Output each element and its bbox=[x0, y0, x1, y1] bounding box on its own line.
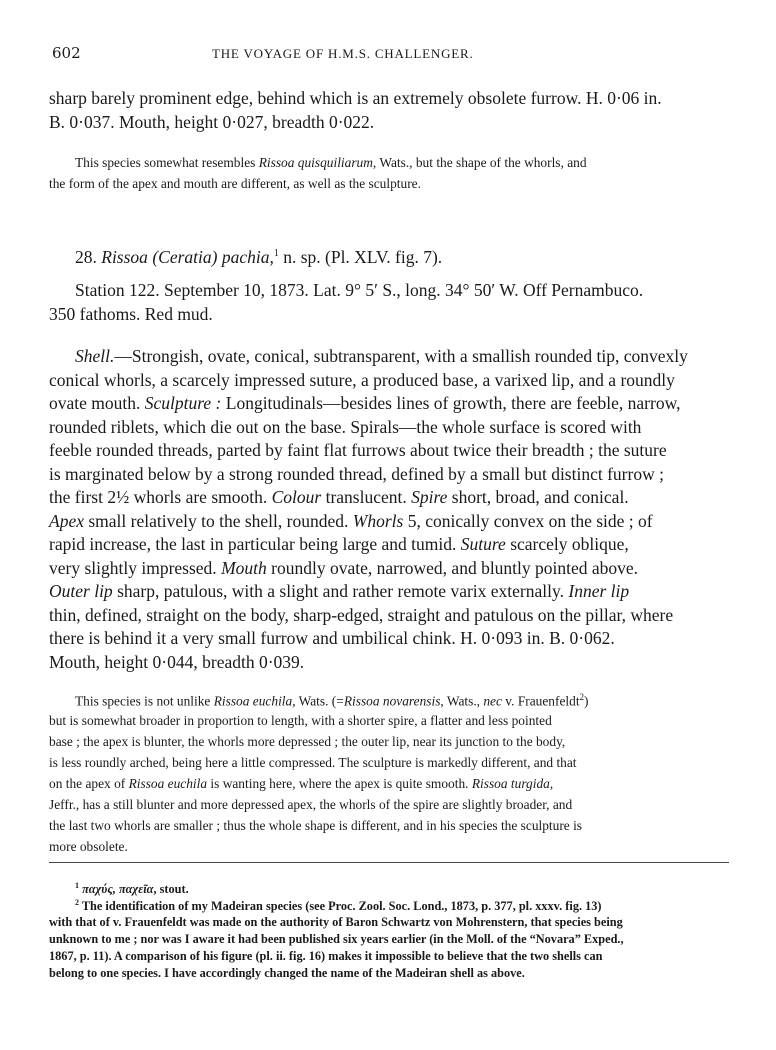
text-line: Station 122. September 10, 1873. Lat. 9° 5′ S., long. 34° 50′ W. Off Pernambuco. bbox=[75, 280, 644, 300]
text-line: base ; the apex is blunter, the whorls more depressed ; the outer lip, near its junction to the body, bbox=[49, 734, 566, 749]
text-line: the form of the apex and mouth are different, as well as the sculpture. bbox=[49, 176, 421, 191]
text-line: feeble rounded threads, parted by faint flat furrows about twice their breadth ; the suture bbox=[49, 440, 667, 460]
text-line: conical whorls, a scarcely impressed suture, a produced base, a varixed lip, and a roundly bbox=[49, 369, 675, 390]
footnote-2: $^2$ The identification of my Madeiran species (see Proc. Zool. Soc. Lond., 1873, p. 377, pl. xxxv. fig. 13) bbox=[75, 898, 602, 914]
text-line: the first 2½ whorls are smooth. Colour translucent. Spire short, broad, and conical. bbox=[49, 487, 629, 507]
text-line: with that of v. Frauenfeldt was made on the authority of Baron Schwartz von Mohrenstern, that species being bbox=[49, 915, 623, 929]
text-line: more obsolete. bbox=[49, 839, 128, 854]
text-line: very slightly impressed. Mouth roundly ovate, narrowed, and bluntly pointed above. bbox=[49, 557, 639, 578]
text-line: there is behind it a very small furrow and umbilical chink. H. 0·093 in. B. 0·062. bbox=[49, 628, 615, 648]
text-line: rapid increase, the last in particular being large and tumid. Suture scarcely oblique, bbox=[49, 534, 629, 554]
genus-name: Rissoa bbox=[101, 247, 148, 267]
text-line: rounded riblets, which die out on the base. Spirals—the whole surface is scored with bbox=[49, 416, 642, 437]
text-line: belong to one species. I have accordingly changed the name of the Madeiran shell as above. bbox=[49, 966, 525, 980]
text-line: unknown to me ; nor was I aware it had been published six years earlier (in the Moll. of the “Novara” Exped., bbox=[49, 932, 624, 946]
species-name: Rissoa quisquiliarum bbox=[258, 155, 373, 170]
text-line: Mouth, height 0·044, breadth 0·039. bbox=[49, 651, 305, 672]
text-line: the last two whorls are smaller ; thus the whole shape is different, and in his species the sculpture is bbox=[49, 818, 583, 833]
text-line: Jeffr., has a still blunter and more depressed apex, the whorls of the spire are slightly broader, and bbox=[49, 797, 573, 812]
page-header bbox=[52, 44, 742, 66]
text-line: ovate mouth. Sculpture : Longitudinals—besides lines of growth, there are feeble, narrow, bbox=[49, 393, 681, 413]
text-line: sharp barely prominent edge, behind which is an extremely obsolete furrow. H. 0·06 in. bbox=[49, 88, 662, 108]
text-line: Outer lip sharp, patulous, with a slight and rather remote varix externally. Inner lip bbox=[49, 581, 630, 601]
text-line: This species somewhat resembles Rissoa quisquiliarum, Wats., but the shape of the whorls, and bbox=[75, 155, 587, 170]
heading-line: 28. Rissoa (Ceratia) pachia,$^1$ n. sp. (Pl. XLV. fig. 7). bbox=[75, 247, 443, 267]
text-line: B. 0·037. Mouth, height 0·027, breadth 0·022. bbox=[49, 112, 375, 132]
text-line: on the apex of Rissoa euchila is wanting here, where the apex is quite smooth. Rissoa turgida, bbox=[49, 776, 554, 791]
text-line: 1867, p. 11). A comparison of his figure (pl. ii. fig. 16) makes it impossible to believe that the two shells can bbox=[49, 949, 603, 963]
footnote-divider bbox=[49, 862, 729, 863]
running-title: THE VOYAGE OF H.M.S. CHALLENGER. bbox=[212, 46, 474, 61]
text-line: 350 fathoms. Red mud. bbox=[49, 304, 213, 324]
text-line: but is somewhat broader in proportion to length, with a shorter spire, a flatter and less pointed bbox=[49, 713, 552, 728]
text-line: Apex small relatively to the shell, rounded. Whorls 5, conically convex on the side ; of bbox=[49, 510, 653, 531]
text-line: is marginated below by a strong rounded thread, defined by a small but distinct furrow ; bbox=[49, 463, 664, 484]
subgenus-name: (Ceratia) pachia, bbox=[147, 247, 274, 267]
text-line: This species is not unlike Rissoa euchila, Wats. (=Rissoa novarensis, Wats., nec v. Frauenfeldt$^2$) bbox=[75, 692, 589, 709]
footnote-ref: 2 bbox=[579, 692, 585, 702]
text-line: is less roundly arched, being here a little compressed. The sculpture is markedly different, and that bbox=[49, 755, 577, 770]
text-line: thin, defined, straight on the body, sharp-edged, straight and patulous on the pillar, where bbox=[49, 604, 674, 625]
text-line: Shell.—Strongish, ovate, conical, subtransparent, with a smallish rounded tip, convexly bbox=[75, 346, 688, 366]
footnote-1: $^1$ παχύς, παχεῖα, stout. bbox=[75, 881, 189, 897]
page-number: 602 bbox=[52, 44, 81, 62]
footnote-ref: 1 bbox=[273, 248, 279, 260]
